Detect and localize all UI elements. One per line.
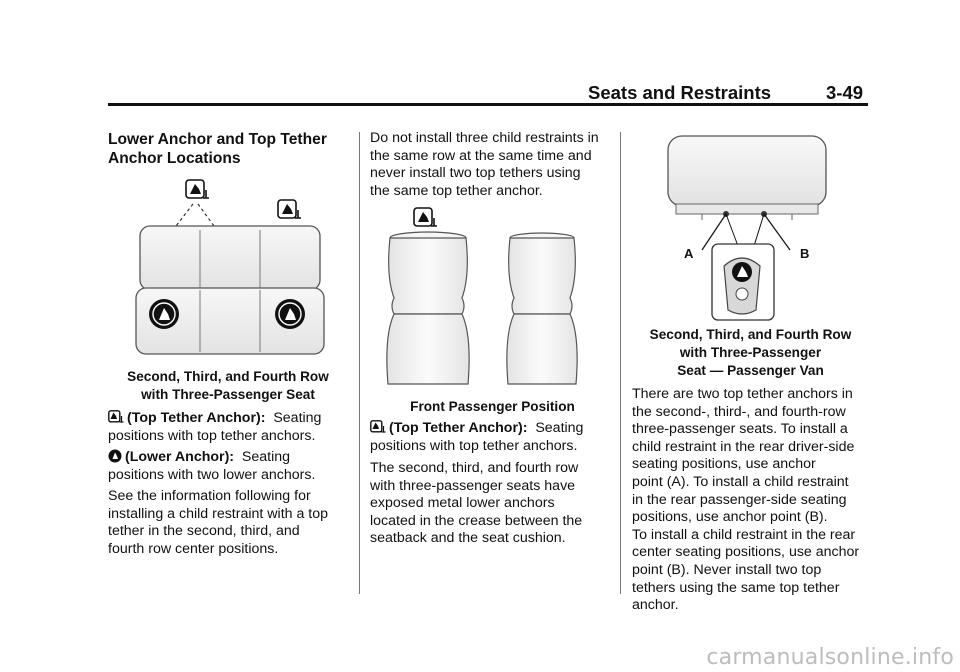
figure-caption: Second, Third, and Fourth Row with Three-Passenger Seat — Passenger Van	[649, 327, 852, 378]
info-paragraph: See the information following for installing a child restraint with a top tether in the second, third, and fourth row center positions.	[108, 488, 329, 557]
passenger-seat-left	[387, 232, 469, 384]
watermark: carmanualsonline.info	[706, 645, 954, 670]
figure-caption: Front Passenger Position	[410, 399, 575, 414]
lower-anchor-icon	[108, 449, 122, 463]
bench-seat-figure	[130, 178, 330, 358]
label-b: B	[800, 246, 810, 261]
top-tether-icon	[108, 410, 124, 424]
top-tether-icon	[186, 180, 209, 198]
top-tether-icon	[278, 200, 301, 218]
page-number: 3-49	[826, 82, 864, 103]
heading-line-1: Lower Anchor and Top Tether	[108, 131, 327, 148]
column-divider-2	[620, 132, 621, 594]
top-tether-icon	[414, 208, 437, 226]
column-divider-1	[359, 132, 360, 594]
lower-anchor-icon	[149, 299, 179, 329]
section-heading	[108, 130, 327, 168]
label-a: A	[684, 246, 694, 261]
lower-anchor-icon	[275, 299, 305, 329]
front-passenger-figure	[380, 206, 600, 388]
figure-caption: Second, Third, and Fourth Row with Three-Passenger Seat	[127, 369, 329, 402]
passenger-seat-right	[507, 233, 577, 384]
warning-paragraph: Do not install three child restraints in the same row at the same time and never install two top tethers using the same top tether anchor.	[370, 130, 599, 199]
tether-instructions: There are two top tether anchors in the second-, third-, and fourth-row three-passenger seats. To install a child restraint in the rear driver-side seating positions, use anchor point (A). To install a child restraint in the rear passenger-side seating positions, use anchor point (B). To install a child restraint in the rear center seating positions, use anchor point (B). Never install two top tethers using the same top tether anchor.	[632, 386, 860, 614]
anchor-detail-inset	[712, 244, 774, 320]
header-rule	[108, 103, 868, 106]
tether-definition: (Top Tether Anchor): Seating positions with top tether anchors.	[108, 410, 322, 444]
lower-anchor-definition: (Lower Anchor): Seating positions with two lower anchors.	[108, 449, 316, 483]
top-tether-icon	[370, 420, 386, 434]
heading-line-2: Anchor Locations	[108, 150, 241, 167]
van-seat-figure	[662, 134, 832, 322]
tether-definition: (Top Tether Anchor): Seating positions with top tether anchors.	[370, 420, 584, 454]
anchors-paragraph: The second, third, and fourth row with three-passenger seats have exposed metal lower anchors located in the crease between the seatback and the seat cushion.	[370, 460, 583, 547]
section-title: Seats and Restraints	[588, 82, 772, 103]
